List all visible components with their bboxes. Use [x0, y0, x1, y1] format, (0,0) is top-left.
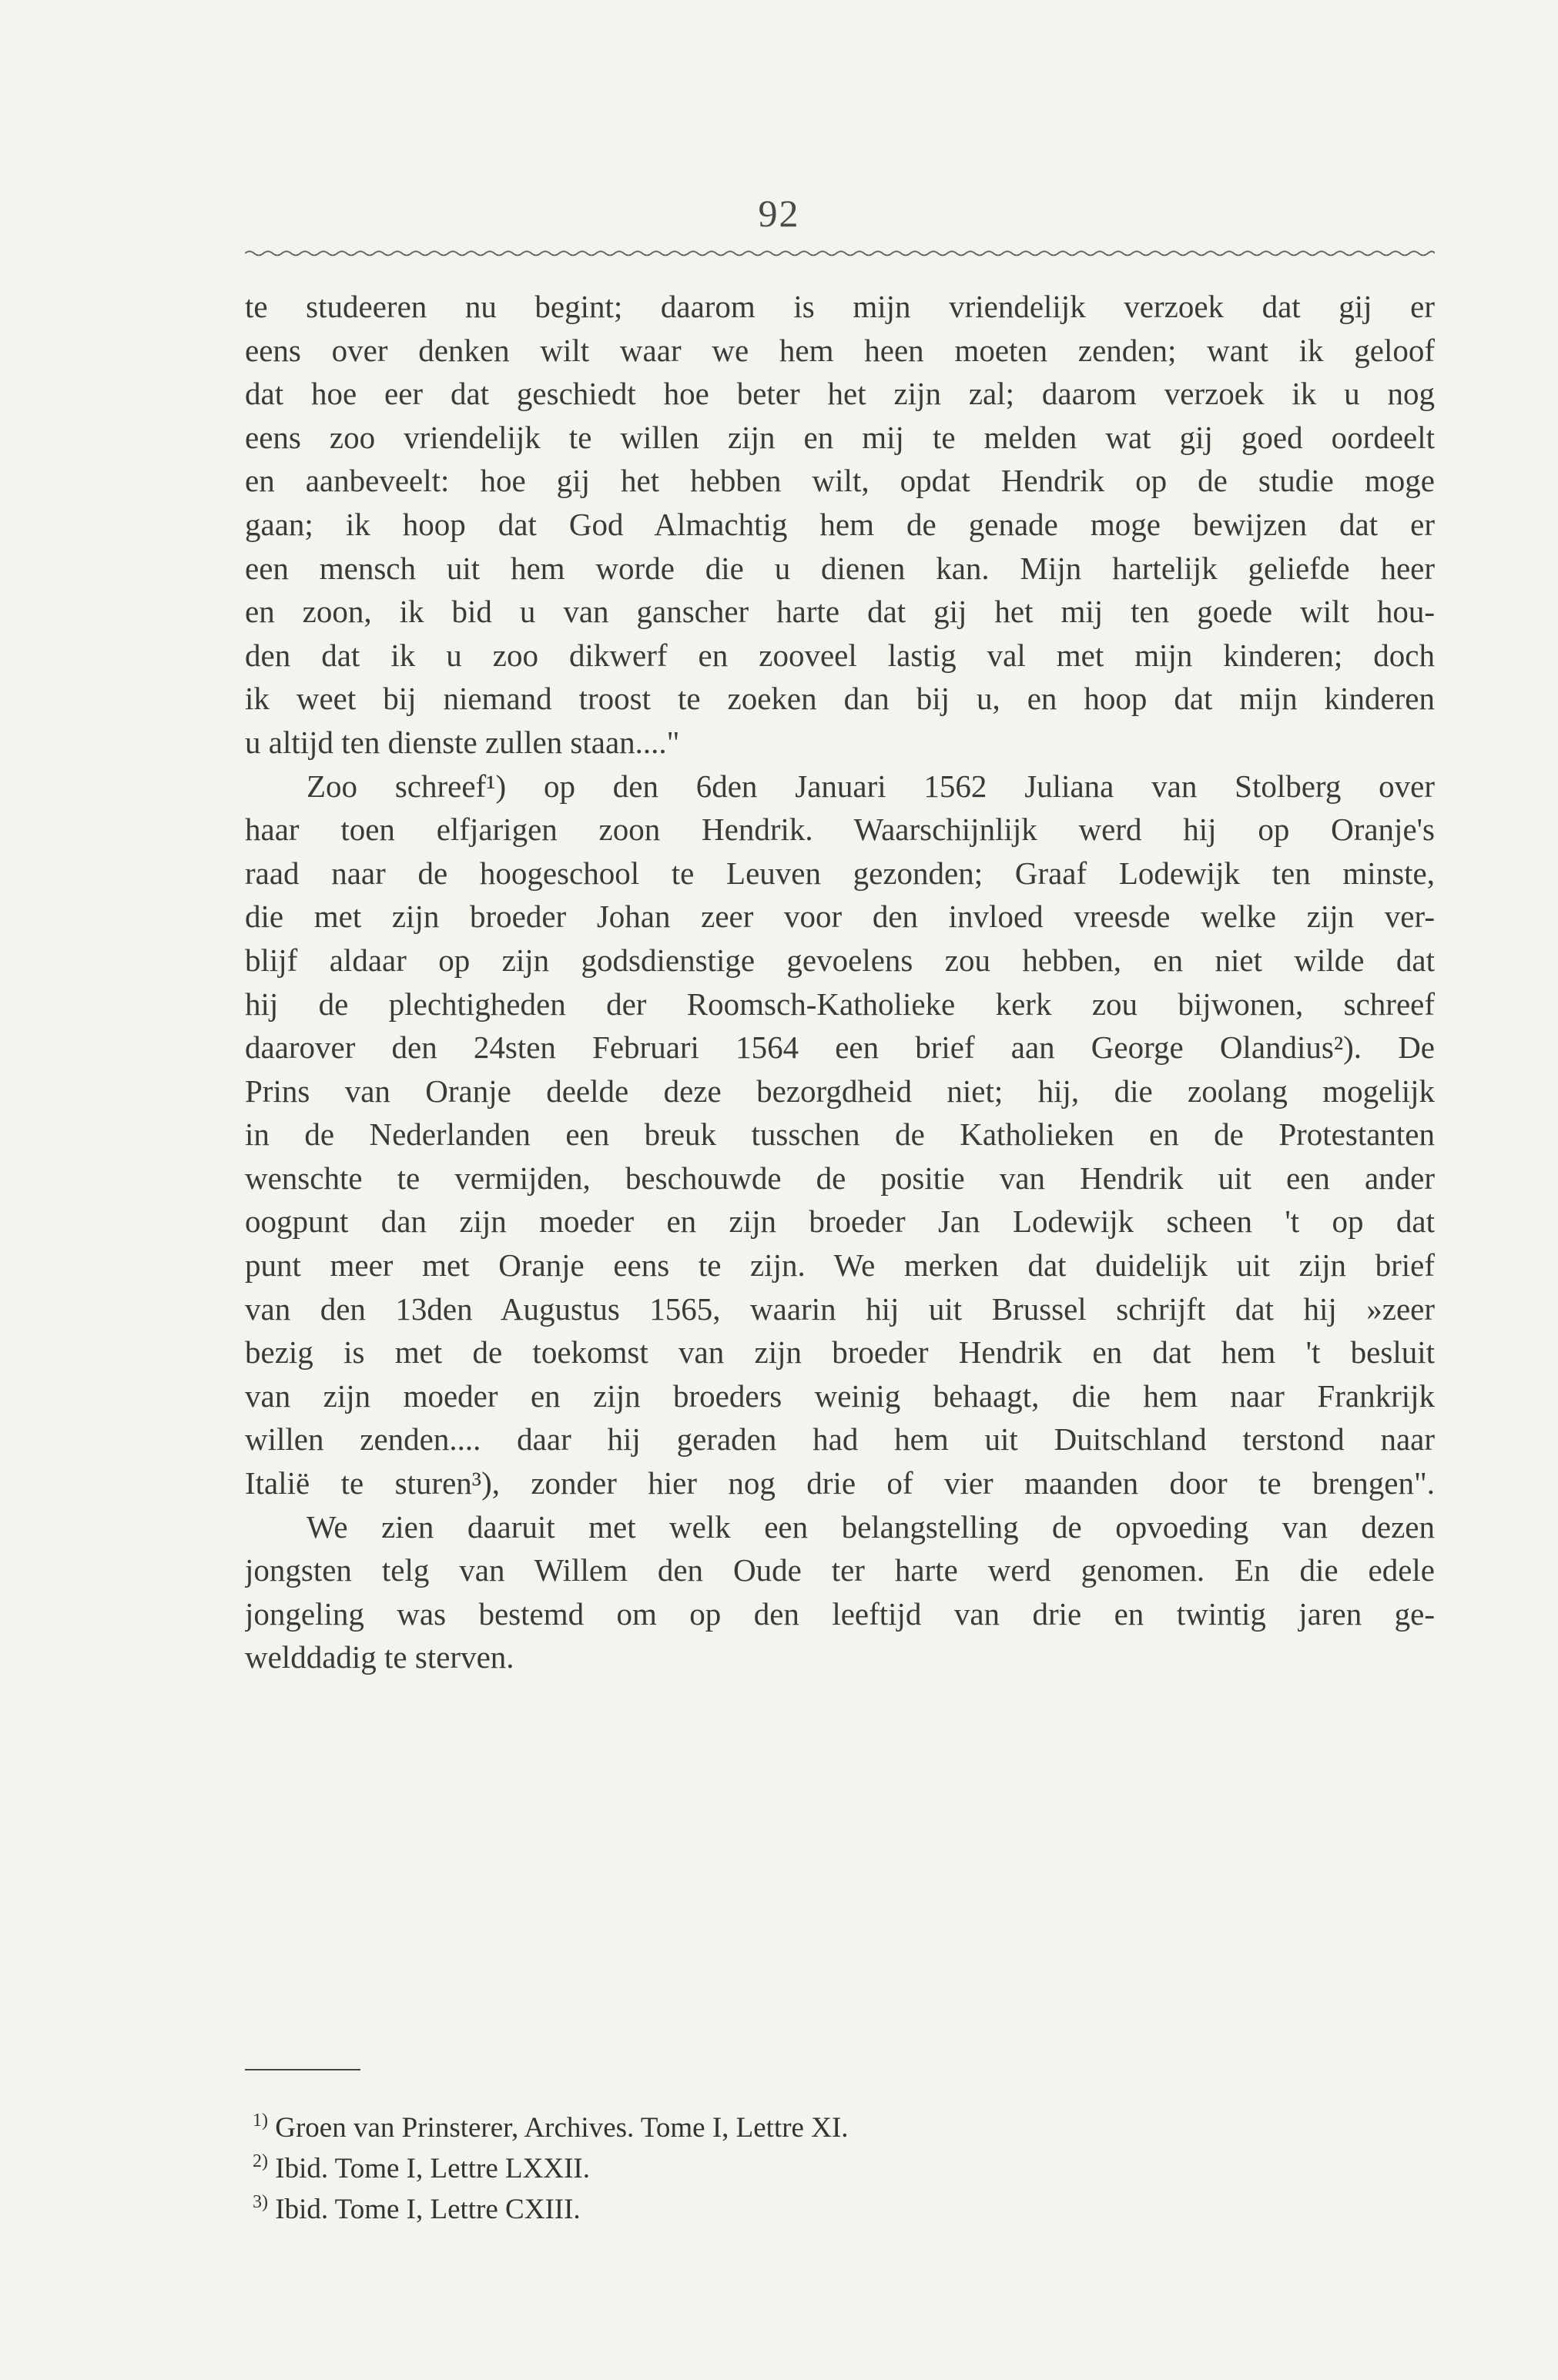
text-line: haar toen elfjarigen zoon Hendrik. Waarschijnlijk werd hij op Oranje's: [245, 812, 1435, 848]
text-line: u altijd ten dienste zullen staan....": [245, 724, 680, 760]
text-line: dat hoe eer dat geschiedt hoe beter het zijn zal; daarom verzoek ik u nog: [245, 376, 1435, 412]
text-line: en aanbeveelt: hoe gij het hebben wilt, opdat Hendrik op de studie moge: [245, 463, 1435, 499]
text-line: eens over denken wilt waar we hem heen moeten zenden; want ik geloof: [245, 332, 1435, 368]
text-line: hij de plechtigheden der Roomsch-Katholieke kerk zou bijwonen, schreef: [245, 986, 1435, 1022]
footnote-2: [253, 2141, 1254, 2182]
text-line: oogpunt dan zijn moeder en zijn broeder Jan Lodewijk scheen 't op dat: [245, 1203, 1435, 1240]
text-line: Prins van Oranje deelde deze bezorgdheid niet; hij, die zoolang mogelijk: [245, 1073, 1435, 1109]
text-line: We zien daaruit met welk een belangstelling de opvoeding van dezen: [307, 1508, 1435, 1545]
footnote-text: Ibid. Tome I, Lettre LXXII.: [275, 2153, 590, 2184]
footnote-1: [253, 2100, 1254, 2144]
header-wavy-rule: [245, 248, 1435, 259]
footnote-marker: 1): [253, 2111, 268, 2131]
text-line: die met zijn broeder Johan zeer voor den invloed vreesde welke zijn ver-: [245, 899, 1435, 935]
footnote-marker: 3): [253, 2192, 268, 2212]
text-line: Zoo schreef¹) op den 6den Januari 1562 Juliana van Stolberg over: [307, 768, 1435, 804]
text-line: een mensch uit hem worde die u dienen kan. Mijn hartelijk geliefde heer: [245, 550, 1435, 586]
page-number: 92: [758, 192, 800, 235]
text-line: willen zenden.... daar hij geraden had hem uit Duitschland terstond naar: [245, 1421, 1435, 1458]
text-line: in de Nederlanden een breuk tusschen de Katholieken en de Protestanten: [245, 1116, 1435, 1153]
footnote-rule: [245, 2069, 360, 2070]
footnote-3: [253, 2182, 1254, 2223]
text-line: blijf aldaar op zijn godsdienstige gevoelens zou hebben, en niet wilde dat: [245, 942, 1435, 978]
text-line: eens zoo vriendelijk te willen zijn en mij te melden wat gij goed oordeelt: [245, 419, 1435, 455]
text-line: Italië te sturen³), zonder hier nog drie of vier maanden door te brengen".: [245, 1465, 1435, 1501]
text-line: van den 13den Augustus 1565, waarin hij uit Brussel schrijft dat hij »zeer: [245, 1290, 1435, 1327]
text-line: wenschte te vermijden, beschouwde de positie van Hendrik uit een ander: [245, 1160, 1435, 1196]
text-line: bezig is met de toekomst van zijn broeder Hendrik en dat hem 't besluit: [245, 1334, 1435, 1371]
body-text: [245, 285, 1435, 1679]
text-line: jongsten telg van Willem den Oude ter harte werd genomen. En die edele: [245, 1552, 1435, 1588]
text-line: welddadig te sterven.: [245, 1639, 514, 1675]
text-line: te studeeren nu begint; daarom is mijn vriendelijk verzoek dat gij er: [245, 289, 1435, 324]
footnotes: [253, 2100, 1254, 2223]
text-line: den dat ik u zoo dikwerf en zooveel lastig val met mijn kinderen; doch: [245, 637, 1435, 673]
text-line: raad naar de hoogeschool te Leuven gezonden; Graaf Lodewijk ten minste,: [245, 855, 1435, 891]
footnote-text: Ibid. Tome I, Lettre CXIII.: [275, 2194, 581, 2225]
text-line: gaan; ik hoop dat God Almachtig hem de genade moge bewijzen dat er: [245, 506, 1435, 542]
text-line: punt meer met Oranje eens te zijn. We merken dat duidelijk uit zijn brief: [245, 1247, 1435, 1284]
text-line: ik weet bij niemand troost te zoeken dan bij u, en hoop dat mijn kinderen: [245, 681, 1435, 717]
text-line: daarover den 24sten Februari 1564 een brief aan George Olandius²). De: [245, 1029, 1435, 1066]
text-line: en zoon, ik bid u van ganscher harte dat gij het mij ten goede wilt hou-: [245, 594, 1435, 630]
footnote-text: Groen van Prinsterer, Archives. Tome I, Lettre XI.: [275, 2112, 849, 2144]
text-line: jongeling was bestemd om op den leeftijd van drie en twintig jaren ge-: [245, 1595, 1435, 1632]
footnote-marker: 2): [253, 2151, 268, 2171]
text-line: van zijn moeder en zijn broeders weinig behaagt, die hem naar Frankrijk: [245, 1377, 1435, 1414]
